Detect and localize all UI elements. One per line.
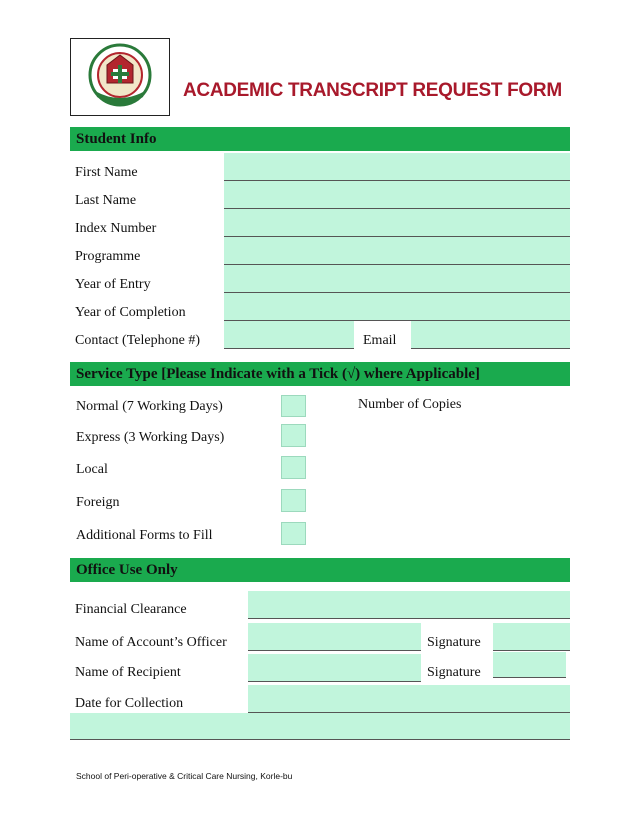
financial-clearance-label: Financial Clearance [75,602,187,617]
accounts-officer-label: Name of Account’s Officer [75,635,227,650]
year-of-completion-field[interactable] [224,293,570,321]
recipient-field[interactable] [248,654,421,682]
year-of-entry-label: Year of Entry [75,277,151,292]
office-use-heading: Office Use Only [70,558,570,582]
date-collection-label: Date for Collection [75,696,184,711]
first-name-label: First Name [75,165,138,180]
programme-label: Programme [75,249,141,264]
last-name-label: Last Name [75,193,137,208]
number-of-copies-label: Number of Copies [358,397,462,412]
email-field[interactable] [411,321,570,349]
foreign-label: Foreign [76,495,120,510]
email-label: Email [363,333,397,348]
year-of-entry-field[interactable] [224,265,570,293]
school-crest-icon [71,39,169,115]
contact-label: Contact (Telephone #) [75,333,200,348]
index-number-label: Index Number [75,221,157,236]
express-checkbox[interactable] [281,424,306,447]
express-label: Express (3 Working Days) [76,430,225,445]
index-number-field[interactable] [224,209,570,237]
signature-2-label: Signature [427,665,481,680]
normal-checkbox[interactable] [281,395,306,417]
contact-field[interactable] [224,321,354,349]
signature-1-field[interactable] [493,623,570,651]
signature-2-field[interactable] [493,652,566,678]
year-of-completion-label: Year of Completion [75,305,186,320]
first-name-field[interactable] [224,153,570,181]
extra-notes-field[interactable] [70,713,570,740]
local-checkbox[interactable] [281,456,306,479]
last-name-field[interactable] [224,181,570,209]
normal-label: Normal (7 Working Days) [76,399,223,414]
date-collection-field[interactable] [248,685,570,713]
school-logo [70,38,170,116]
local-label: Local [76,462,108,477]
service-type-heading: Service Type [Please Indicate with a Tick (√) where Applicable] [70,362,570,386]
financial-clearance-field[interactable] [248,591,570,619]
additional-forms-checkbox[interactable] [281,522,306,545]
footer-text: School of Peri-operative & Critical Care Nursing, Korle-bu [76,771,293,781]
signature-1-label: Signature [427,635,481,650]
additional-forms-label: Additional Forms to Fill [76,528,213,543]
student-info-heading: Student Info [70,127,570,151]
programme-field[interactable] [224,237,570,265]
form-title: ACADEMIC TRANSCRIPT REQUEST FORM [183,80,562,101]
foreign-checkbox[interactable] [281,489,306,512]
recipient-label: Name of Recipient [75,665,181,680]
accounts-officer-field[interactable] [248,623,421,651]
